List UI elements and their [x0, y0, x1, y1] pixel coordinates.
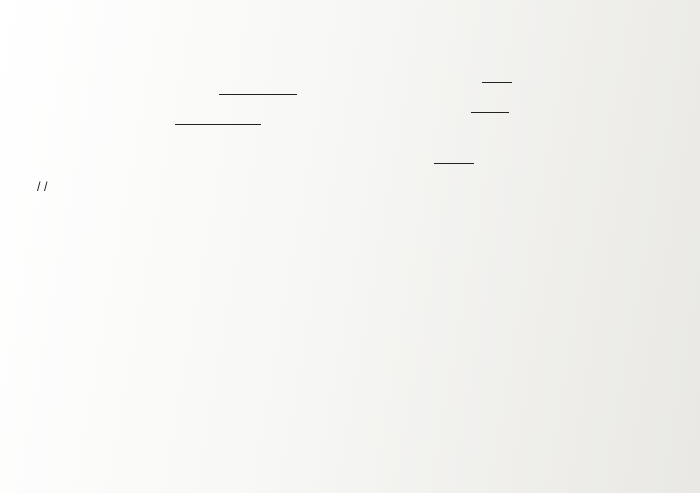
quarter-points-row: / / — [37, 180, 48, 195]
